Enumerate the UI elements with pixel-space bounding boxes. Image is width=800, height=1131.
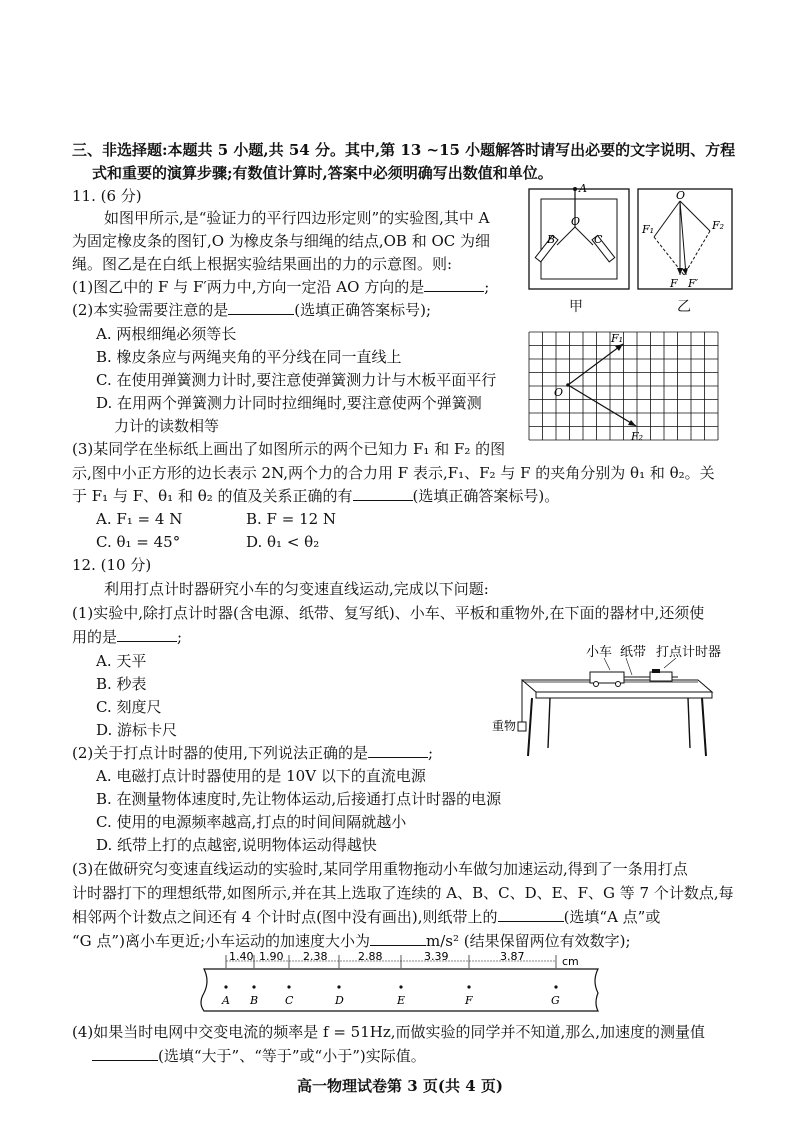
segment-de: 2.88 xyxy=(358,951,383,963)
q11-option-b: B. 橡皮条应与两绳夹角的平分线在同一直线上 xyxy=(96,348,402,366)
answer-blank[interactable] xyxy=(228,300,294,315)
q12-part3-line3 xyxy=(72,907,660,927)
q11-part1 xyxy=(72,277,489,297)
q12-part2 xyxy=(72,743,433,763)
point-b: B xyxy=(250,994,259,1007)
q12-part2-text: (2)关于打点计时器的使用,下列说法正确的是 xyxy=(72,744,369,762)
point-d: D xyxy=(335,994,344,1007)
q11-option-d: D. 在用两个弹簧测力计同时拉细绳时,要注意使两个弹簧测 xyxy=(96,394,482,412)
label-f: F xyxy=(670,277,678,290)
q12-part4-line2 xyxy=(92,1046,426,1066)
q12-part1-line2 xyxy=(72,627,182,647)
q12-part1-end: ; xyxy=(177,628,183,646)
q11-part3-line2: 示,图中小正方形的边长表示 2N,两个力的合力用 F 表示,F₁、F₂ 与 F 的夹角分别为 θ₁ 和 θ₂。关 xyxy=(72,464,715,482)
label-timer: 打点计时器 xyxy=(656,645,722,660)
segment-bc: 1.90 xyxy=(259,951,284,963)
figure-yi xyxy=(636,183,736,295)
q12-part2-end: ; xyxy=(428,744,434,762)
label-b: B xyxy=(547,233,556,246)
q11-part3-text: 于 F₁ 与 F、θ₁ 和 θ₂ 的值及关系正确的有 xyxy=(72,487,353,505)
q11-part2 xyxy=(72,300,431,320)
figure-yi-caption: 乙 xyxy=(677,299,691,315)
figure-apparatus xyxy=(492,644,732,760)
q11-option-a: A. 两根细绳必须等长 xyxy=(96,325,237,343)
label-a: A xyxy=(579,183,587,195)
point-f: F xyxy=(465,994,473,1007)
label-o: O xyxy=(554,386,564,399)
q12-p2-option-c: C. 使用的电源频率越高,打点的时间间隔就越小 xyxy=(96,813,407,831)
q12-option-b: B. 秒表 xyxy=(96,675,147,693)
label-tape: 纸带 xyxy=(620,645,647,660)
q12-p2-option-b: B. 在测量物体速度时,先让物体运动,后接通打点计时器的电源 xyxy=(96,790,502,808)
figure-grid xyxy=(527,330,727,444)
label-f2: F₂ xyxy=(712,219,725,232)
answer-blank[interactable] xyxy=(424,277,484,292)
answer-blank[interactable] xyxy=(498,907,564,922)
q11-part2-text: (2)本实验需要注意的是 xyxy=(72,301,229,319)
label-f2: F₂ xyxy=(631,430,644,443)
label-c: C xyxy=(594,233,603,246)
answer-blank[interactable] xyxy=(92,1046,158,1061)
label-f1: F₁ xyxy=(642,223,655,236)
q11-part3-line1: (3)某同学在坐标纸上画出了如图所示的两个已知力 F₁ 和 F₂ 的图 xyxy=(72,440,506,458)
q11-intro-line1: 如图甲所示,是“验证力的平行四边形定则”的实验图,其中 A xyxy=(104,209,490,227)
q11-part3-end: (选填正确答案标号)。 xyxy=(412,487,560,505)
answer-blank[interactable] xyxy=(370,931,426,946)
label-f1: F₁ xyxy=(611,332,624,345)
q11-part1-end: ; xyxy=(484,278,490,296)
q11-part3-line3 xyxy=(72,486,559,506)
q12-intro: 利用打点计时器研究小车的匀变速直线运动,完成以下问题: xyxy=(104,580,489,598)
label-fprime: F′ xyxy=(688,277,699,290)
q12-part3-mid: (选填“A 点”或 xyxy=(563,908,661,926)
q12-part3-line4 xyxy=(72,931,631,951)
label-o: O xyxy=(676,189,686,202)
section-header-line1: 三、非选择题:本题共 5 小题,共 54 分。其中,第 13 ~15 小题解答时请写出必要的文字说明、方程 xyxy=(72,141,736,159)
page-footer: 高一物理试卷第 3 页(共 4 页) xyxy=(297,1077,503,1095)
q12-option-a: A. 天平 xyxy=(96,652,147,670)
q11-intro-line3: 绳。图乙是在白纸上根据实验结果画出的力的示意图。则: xyxy=(72,255,453,273)
q11-part2-end: (选填正确答案标号); xyxy=(294,301,432,319)
tape-unit: cm xyxy=(562,955,579,968)
segment-cd: 2.38 xyxy=(303,951,328,963)
q12-part4-line1: (4)如果当时电网中交变电流的频率是 f = 51Hz,而做实验的同学并不知道,那么,加速度的测量值 xyxy=(72,1023,706,1041)
q12-part3-line2: 计时器打下的理想纸带,如图所示,并在其上选取了连续的 A、B、C、D、E、F、G 等 7 个计数点,每 xyxy=(72,884,734,902)
label-weight: 重物 xyxy=(492,719,517,733)
section-header-line2: 式和重要的演算步骤;有数值计算时,答案中必须明确写出数值和单位。 xyxy=(92,164,553,182)
q11-p3-option-c: C. θ₁ = 45° xyxy=(96,533,181,551)
q12-part4-text: (选填“大于”、“等于”或“小于”)实际值。 xyxy=(158,1047,426,1065)
q12-part1-line1: (1)实验中,除打点计时器(含电源、纸带、复写纸)、小车、平板和重物外,在下面的器材中,还须使 xyxy=(72,604,705,622)
q11-p3-option-d: D. θ₁ < θ₂ xyxy=(246,533,320,551)
segment-ef: 3.39 xyxy=(424,951,449,963)
q11-intro-line2: 为固定橡皮条的图钉,O 为橡皮条与细绳的结点,OB 和 OC 为细 xyxy=(72,232,491,250)
q12-number: 12. (10 分) xyxy=(72,556,152,574)
q11-option-c: C. 在使用弹簧测力计时,要注意使弹簧测力计与木板平面平行 xyxy=(96,371,497,389)
figure-jia xyxy=(527,183,633,295)
figure-jia-caption: 甲 xyxy=(569,299,583,315)
q12-option-d: D. 游标卡尺 xyxy=(96,721,178,739)
q11-number: 11. (6 分) xyxy=(72,187,142,205)
q12-part3-line4b: m/s² (结果保留两位有效数字); xyxy=(426,932,631,950)
q11-part1-text: (1)图乙中的 F 与 F′两力中,方向一定沿 AO 方向的是 xyxy=(72,278,425,296)
q12-part3-line1: (3)在做研究匀变速直线运动的实验时,某同学用重物拖动小车做匀加速运动,得到了一条用打点 xyxy=(72,860,688,878)
point-a: A xyxy=(222,994,230,1007)
q11-p3-option-a: A. F₁ = 4 N xyxy=(96,510,183,528)
q12-option-c: C. 刻度尺 xyxy=(96,698,162,716)
answer-blank[interactable] xyxy=(353,486,413,501)
segment-fg: 3.87 xyxy=(500,951,525,963)
point-c: C xyxy=(285,994,294,1007)
q11-option-d-cont: 力计的读数相等 xyxy=(114,417,220,435)
answer-blank[interactable] xyxy=(368,743,428,758)
q11-p3-option-b: B. F = 12 N xyxy=(246,510,337,528)
point-e: E xyxy=(397,994,406,1007)
q12-part3-line4a: “G 点”)离小车更近;小车运动的加速度大小为 xyxy=(72,932,370,950)
q12-p2-option-d: D. 纸带上打的点越密,说明物体运动得越快 xyxy=(96,836,377,854)
q12-part1-text: 用的是 xyxy=(72,628,118,646)
answer-blank[interactable] xyxy=(117,627,177,642)
q12-part3-text: 相邻两个计数点之间还有 4 个计时点(图中没有画出),则纸带上的 xyxy=(72,908,498,926)
label-car: 小车 xyxy=(586,645,613,660)
label-o: O xyxy=(571,215,581,228)
q12-p2-option-a: A. 电磁打点计时器使用的是 10V 以下的直流电源 xyxy=(96,767,426,785)
figure-tape xyxy=(196,951,606,1013)
segment-ab: 1.40 xyxy=(229,951,254,963)
point-g: G xyxy=(551,994,560,1007)
